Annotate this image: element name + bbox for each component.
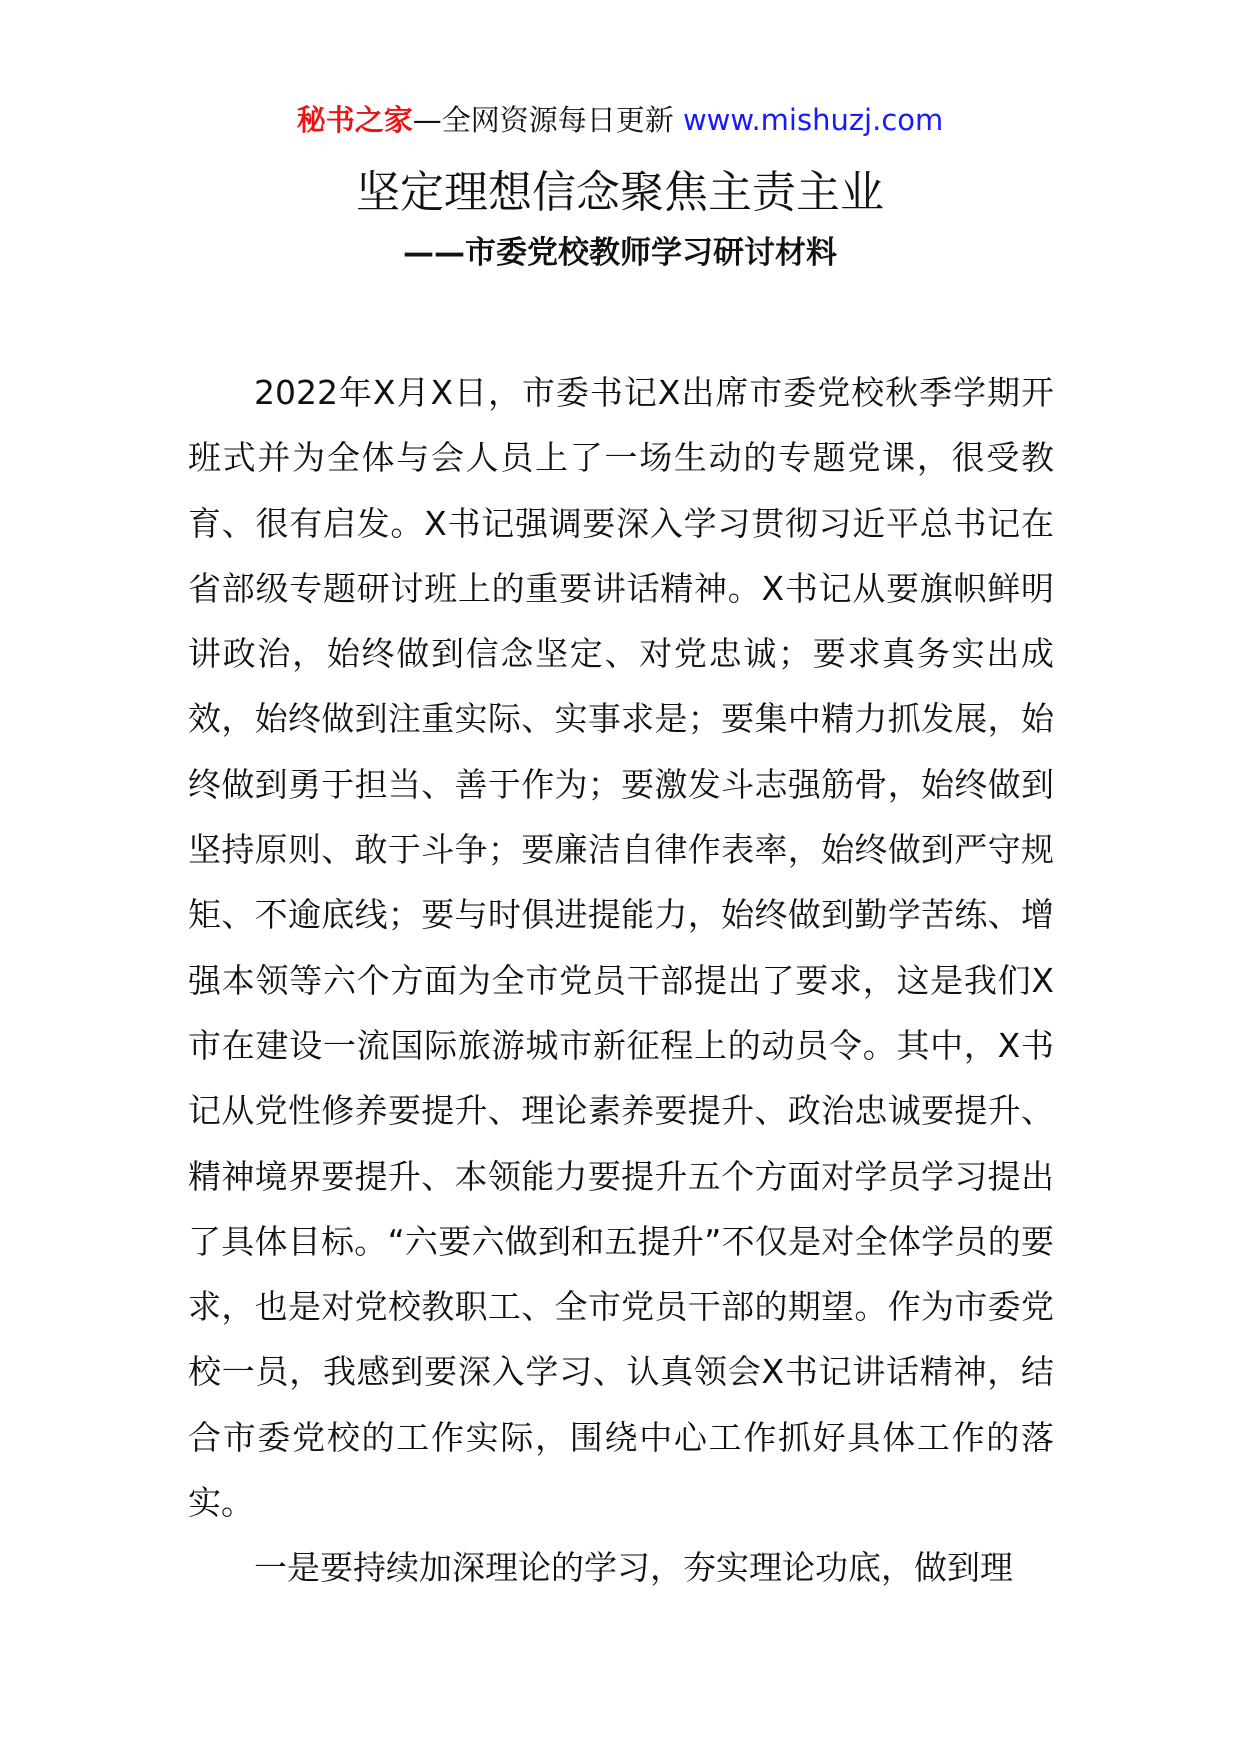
website-link[interactable]: www.mishuzj.com	[682, 103, 944, 137]
document-title: 坚定理想信念聚焦主责主业	[356, 167, 884, 218]
brand-name: 秘书之家	[296, 103, 413, 137]
watermark-header	[0, 100, 1240, 140]
body-paragraph: 一是要持续加深理论的学习，夯实理论功底，做到理	[254, 1548, 1013, 1588]
body-paragraph: 2022年X月X日，市委书记X出席市委党校秋季学期开班式并为全体与会人员上了一场生动的专题党课，很受教育、很有启发。X书记强调要深入学习贯彻习近平总书记在省部级专题研讨班上的重要讲话精神。X书记从要旗帜鲜明讲政治，始终做到信念坚定、对党忠诚；要求真务实出成效，始终做到注重实际、实事求是；要集中精力抓发展，始终做到勇于担当、善于作为；要激发斗志强筋骨，始终做到坚持原则、敢于斗争；要廉洁自律作表率，始终做到严守规矩、不逾底线；要与时俱进提能力，始终做到勤学苦练、增强本领等六个方面为全市党员干部提出了要求，这是我们X市在建设一流国际旅游城市新征程上的动员令。其中，X书记从党性修养要提升、理论素养要提升、政治忠诚要提升、精神境界要提升、本领能力要提升五个方面对学员学习提出了具体目标。“六要六做到和五提升”不仅是对全体学员的要求，也是对党校教职工、全市党员干部的期望。作为市委党校一员，我感到要深入学习、认真领会X书记讲话精神，结合市委党校的工作实际，围绕中心工作抓好具体工作的落实。	[188, 373, 1054, 1523]
document-subtitle: ——市委党校教师学习研讨材料	[403, 235, 837, 271]
document-body	[188, 360, 1054, 1601]
header-tagline: —全网资源每日更新	[412, 103, 683, 137]
